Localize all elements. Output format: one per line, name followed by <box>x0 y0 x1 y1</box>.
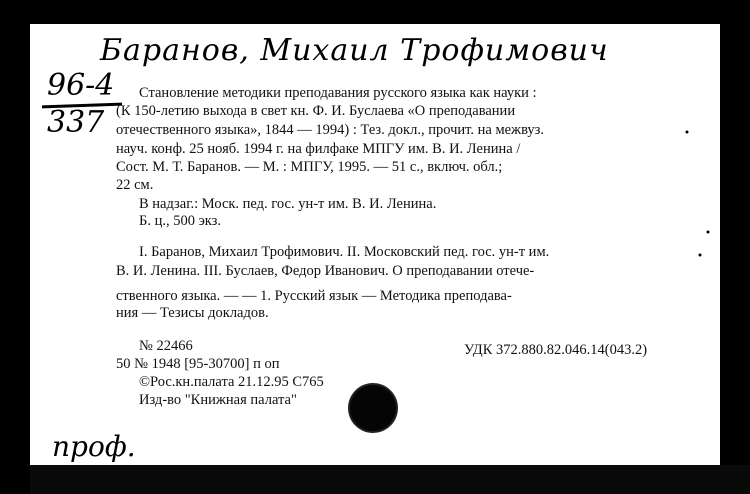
registration-number: № 22466 <box>139 338 193 354</box>
description-line-1: Становление методики преподавания русского языка как науки : <box>139 85 537 101</box>
description-line-6: 22 см. <box>116 177 154 193</box>
description-line-3: отечественного языка», 1844 — 1994) : Тез. докл., прочит. на межвуз. <box>116 122 545 138</box>
description-line-5: Сост. М. Т. Баранов. — М. : МПГУ, 1995. — 51 с., включ. обл.; <box>116 159 503 175</box>
publisher-line: Изд-во "Книжная палата" <box>139 392 297 408</box>
header-note: В надзаг.: Моск. пед. гос. ун-т им. В. И. Ленина. <box>139 196 437 212</box>
handwritten-shelf-mark-bottom: 337 <box>47 105 105 140</box>
udk-classification: УДК 372.880.82.046.14(043.2) <box>464 342 648 358</box>
print-run: Б. ц., 500 экз. <box>139 213 222 229</box>
tracing-line-4: ния — Тезисы докладов. <box>116 305 269 321</box>
tracing-line-2: В. И. Ленина. III. Буслаев, Федор Иванович. О преподавании отече- <box>116 263 535 279</box>
handwritten-author-heading: Баранов, Михаил Трофимович <box>100 33 609 68</box>
tracing-line-3: ственного языка. — — 1. Русский язык — Методика преподава- <box>116 288 512 304</box>
printing-info: 50 № 1948 [95-30700] п оп <box>116 356 280 372</box>
description-line-4: науч. конф. 25 нояб. 1994 г. на филфаке МПГУ им. В. И. Ленина / <box>116 141 521 157</box>
copyright-line: ©Рос.кн.палата 21.12.95 С765 <box>139 374 324 390</box>
description-line-2: (К 150-летию выхода в свет кн. Ф. И. Буслаева «О преподавании <box>116 103 516 119</box>
handwritten-shelf-mark-top: 96-4 <box>47 68 115 103</box>
handwritten-note: проф. <box>52 430 136 463</box>
tracing-line-1: I. Баранов, Михаил Трофимович. II. Московский пед. гос. ун-т им. <box>139 244 550 260</box>
